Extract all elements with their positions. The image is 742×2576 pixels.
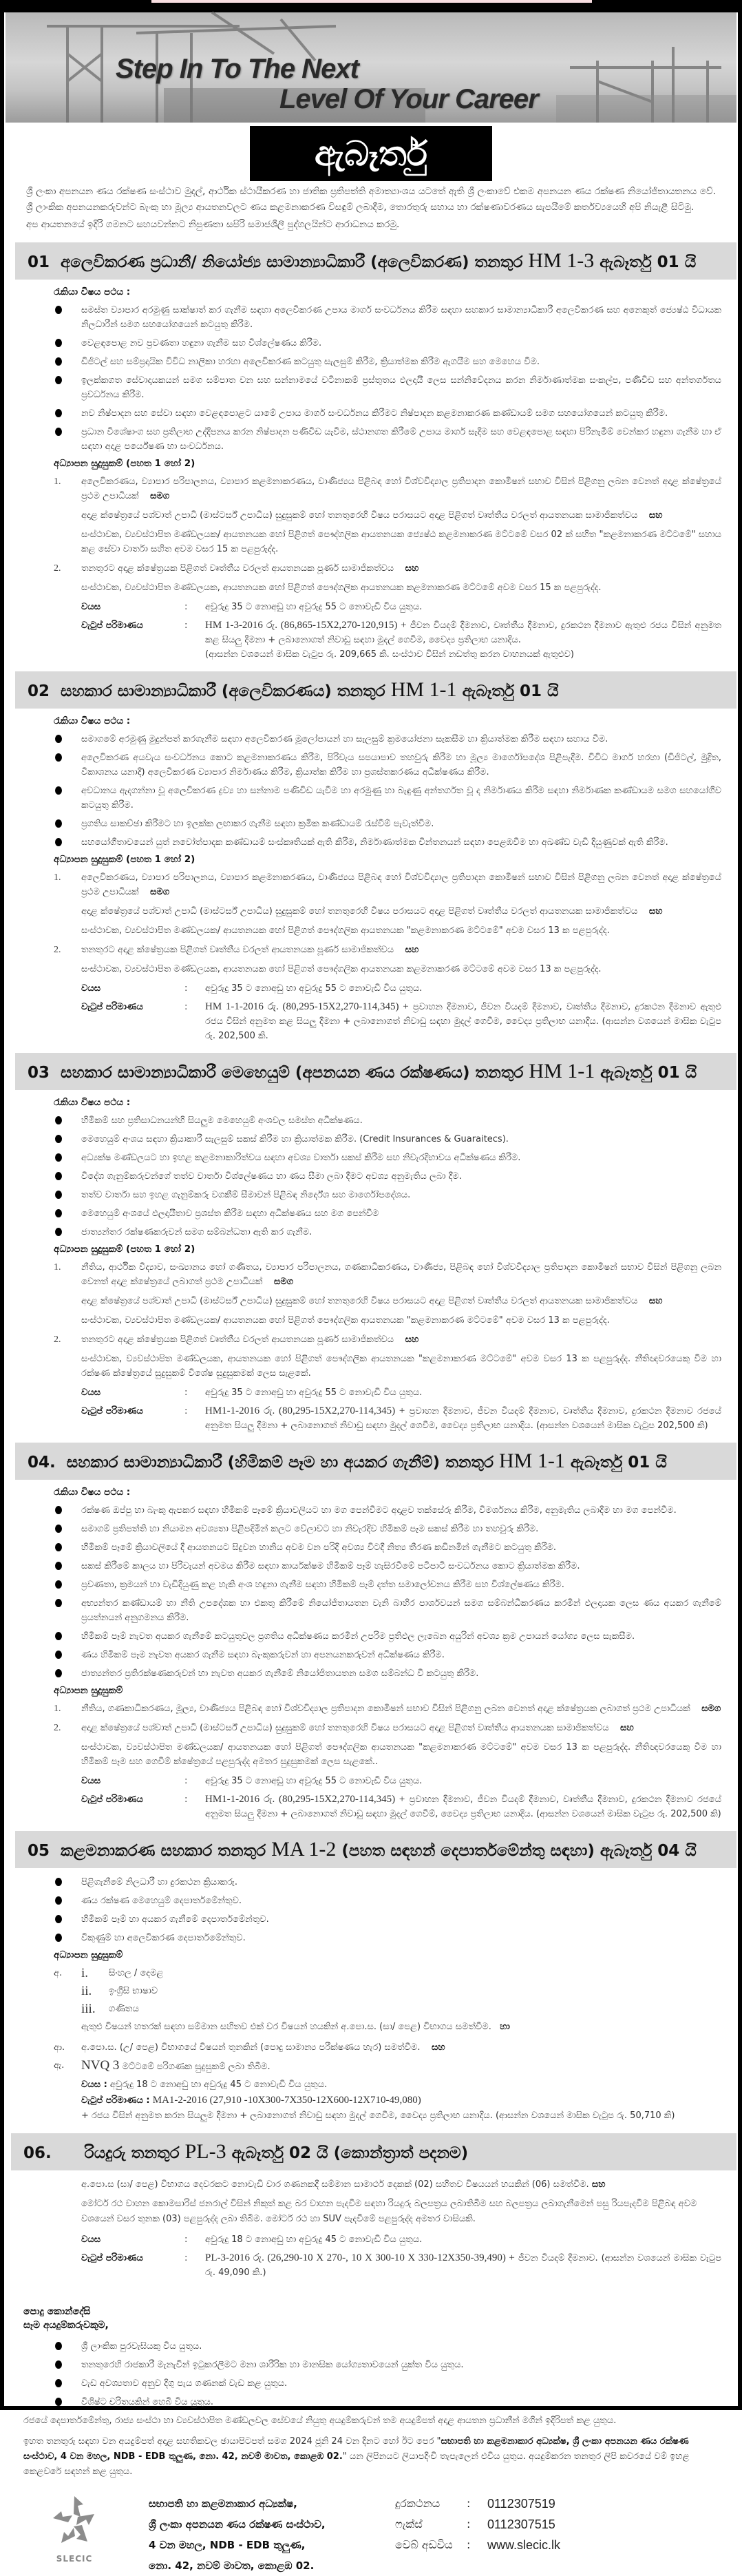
grade-code: MA 1-2 [271,1838,337,1861]
duties-heading: රැකියා විෂය පථය : [54,1487,131,1498]
condition-item: වැඩ අවශ්‍යතාව අනුව දිගු පැය ගණනක් වැඩ කළ යුතුය. [54,2376,721,2391]
bullet-icon [55,1562,62,1570]
footer [4,2480,738,2576]
duty-item: අභ්‍යන්තර කණ්ඩායම් හා නීති උපදේශක හා එකතු කිරීමේ නියෝජිතායතන වැනි බාහිර පාර්ශවයන් සමග සම්බන්ධීකරණය කරමින් ඵලදායක ලෙස ණය අයකර ගැනීමේ ප්‍රයත්නයන් අනුගමනය කිරීම. [54,1596,721,1625]
contact-row: දුරකථනය : 0112307519 [395,2493,560,2514]
bullet-icon [55,735,62,743]
condition-item: ශ්‍රී ලාංකික පුරවැසියකු විය යුතුය. [54,2339,721,2354]
duty-item: ප්‍රධාන විශේෂාංග සහ ප්‍රතිලාභ උද්දීපනය කරන නිෂ්පාදන පණිවිඩ යැවීම, ස්ථානගත කිරීමේ උපාය මාර්ග සැදීම සහ වෙළඳපොළ සඳහා පිරිනැමීම් වෙන්කර හඳුනා ගැනීම හා ඒ සඳහා අදාළ පර්යේෂණ හා සංවර්ධනය. [54,425,721,454]
intro-paragraph: ශ්‍රී ලංකා අපනයන ණය රක්ෂණ සංස්ථාව මුදල්, ආර්ථික ස්ථායීකරණ හා ජාතික ප්‍රතිපත්ති අමාත්‍යාංශය යටතේ ඇති ශ්‍රී ලංකාවේ එකම අපනයන ණය රක්ෂණ නියෝජිතායතනය වේ. ශ්‍රී ලාංකික අපනයනකරුවන්ට බැංකු හා මූල්‍ය ආයතනවලට ණය කළමනාකරණ විසඳුම් ලබාදීම, තොරතුරු සහාය හා රක්ෂණාවරණය සැපයීමේ කර්තව්‍යයෙහි අපි නියැළී සිටිමු. [26,186,716,213]
bullet-icon [55,1896,62,1905]
duty-item: අලෙවිකරණ අයවැය සංවර්ධනය කොට කළමනාකරණය කිරීම, පිරිවැය සපයාපාව තහවුරු කිරීම හා මූල්‍ය මාර්ගෝපදේශ පිළිපැදීම. විවිධ මාර්ග හරහා (ඩිජිටල්, මුද්‍රිත, විකාශනය යනාදී) අලෙවිකරණ ව්‍යාපාර නිර්මාණය කිරීම, ක්‍රියාත්ක කිරීම හා ප්‍රශස්තකරණය අධීක්ෂණය කිරීම. [54,751,721,779]
age-salary: වයස : අවුරුදු 35 ට නොඅඩු හා අවුරුදු 55 ට නොවැඩි විය යුතුය. වැටුප් පරිමාණය : HM1-1-2016 රු. (80,295-15X2,270-114,345) + ප්‍රවාහන දීමනාව, ජීවන වියදම් දීමනාව, වෘත්තීය දීමනාව, දුරකථන දීමනාව රජයේ අනුමත සියලු දීමනා + ලබානොගත් නිවාඩු සඳහා මුදල් ගෙවීම, වෛද්‍ය ප්‍රතිලාභ යනාදිය. (ආසන්න වශයෙන් මාසික වැටුප 202,500 කි) [4,1385,738,1433]
bullet-icon [55,1153,62,1162]
page-title: ඇබෑර්තු [250,126,492,181]
contact-label: වෙබ් අඩවිය [395,2538,453,2551]
education-option: 1. නීතිය, ආර්ථික විද්‍යාව, සංඛ්‍යානය හෝ ගණිතය, ව්‍යාපාර පරිපාලනය, ගණකාධිකරණය, වාණිජ්‍ය, පිළිබඳ හෝ විශ්වවිද්‍යාල ප්‍රතිපාදන කොමිෂන් සභාව විසින් පිළිගනු ලබන වෙනත් අදාළ ක්ෂේත්‍රයේ ලබාගත් ප්‍රථම උපාධියක් සමග අදාළ ක්ෂේත්‍රයේ පශ්චාත් උපාධි (මාස්ටර්ස් උපාධිය) සුදුසුකම් හෝ තනතුරෙහි විෂය පරාසයට අදාළ පිළිගත් වෘත්තීය වරලත් ආයතනයක සාමාජිකත්වය සහ සංස්ථාවක, ව්‍යවස්ථාපිත මණ්ඩලයක/ ආයතනයක හෝ පිළිගත් පෞද්ගලික ආයතනයක "කළමනාකරණ මට්ටමේ" අවම වසර 13 ක පළපුරුද්ද. [54,1262,721,1326]
department-item: විකුණුම් හා අලෙවිකරණ දෙපාර්තමේන්තුව. [54,1931,721,1945]
duty-item: සහයෝගීතාවයෙන් යුත් නවෝත්පාදක කණ්ඩායම් සංස්කෘතියක් ඇති කිරීම, නිර්මාණාත්මක චින්තනයන් සඳහා පෙළඹවීම හා අඛණ්ඩ වැඩි දියුණුවක් ඇති කිරීම. [54,835,721,850]
bullet-icon [55,357,62,366]
duty-item: ඩිජිටල් සහ සම්ප්‍රදායික විවිධ නාලිකා හරහා අලෙවිකරණ කටයුතු සැලසුම් කිරීම, ක්‍රියාත්මක කිරීම ඇගයීම සහ මෙහෙය වීම. [54,355,721,369]
vacancy-section-3 [4,1053,738,1433]
duty-item: ණය හිමිකම් පෑම නැවත අයකර ගැනීම සඳහා බැංකුකරුවන් හා අපනයනකරුවන් අධීක්ෂණය කිරීම. [54,1648,721,1662]
vacancy-count: ඇබෑර්තු 01 යි [570,1454,667,1472]
department-item: ණය රක්ෂණ මෙහෙයුම් දෙපාර්තමේන්තුව. [54,1894,721,1908]
salary-scale: HM 1-1-2016 රු. (80,295-15X2,270-114,345) + ප්‍රවාහන දීමනාව, ජීවන වියදම් දීමනාව, වෘත්තීය දීමනාව, දුරකථන දීමනාව ඇතුළු රජය විසින් අනුමත කළ සියලු දීමනා + ලබානොගත් නිවාඩු සඳහා මුදල් ගෙවීම, වෛද්‍ය ප්‍රතිලාභ යනාදිය. (ආසන්න වශයෙන් මාසික වැටුප රු. 202,500 කි. [205,1001,721,1041]
grade-code: HM 1-1 [529,1060,595,1082]
education-list [4,870,738,976]
vacancy-section-4 [4,1443,738,1821]
education-requirements: අ. i. සිංහල / දෙමළ ii. ඉංග්‍රීසි භාෂාව iii. ගණිතය ඇතුළු විෂයන් හතරක් සඳහා සම්මාන සහිතව එක් වර විෂයන් හයකින් අ.පො.ස. (සා/ පෙළ) විභාගය සමත්වීම. හා ආ. අ.පො.ස. (උ/ පෙළ) විභාගයේ විෂයන් තුනකින් (පොදු සාමාන්‍ය පරීක්ෂණය හැර) සමත්වීම. සහ ඇ. NVQ 3 මට්ටමේ පරිගණක සුදුසුකම් ලබා තිබීම. වයස : අවුරුදු 18 ට නොඅඩු හා අවුරුදු 45 ට නොවැඩි විය යුතුය. වැටුප් පරිමාණය : MA1-2-2016 (27,910 -10X300-7X350-12X600-12X710-49,080) + රජය විසින් අනුමත කරන සියලුම දීමනා + ලබානොගත් නිවාඩු සඳහා මුදල් ගෙවීම, වෛද්‍ය ප්‍රතිලාභ යනාදිය. (ආසන්න වශයෙන් මාසික වැටුප රු. 50,710 කි) [4,1966,738,2124]
age-salary: වයස : අවුරුදු 18 ට නොඅඩු හා අවුරුදු 45 ට නොවැඩි විය යුතුය. වැටුප් පරිමාණය : PL-3-2016 රු. (26,290-10 X 270-, 10 X 300-10 X 330-12X350-39,490) + ජීවන වියදම් දීමනාව. (ආසන්න වශයෙන් මාසික වැටුප රු. 49,090 කි.) [81,2234,722,2278]
grade-code: HM 1-3 [528,249,595,272]
duty-item: හිමිකම් සහ ප්‍රතිසාධනයන්හි සියලුම මෙහෙයුම් අංශවල සමස්ත අධීක්ෂණය. [54,1113,721,1128]
education-list [4,1701,738,1769]
grade-code: HM 1-1 [390,678,457,701]
bullet-icon [55,1651,62,1659]
subject-item: iii. ගණිතය [81,2002,139,2016]
section-heading: 04. සහකාර සාමාන්‍යාධිකාරී (හිමිකම් පෑම හා අයකර ගැනීම්) තනතුර HM 1-1 ඇබෑර්තු 01 යි [15,1443,736,1480]
advertisement-sheet [4,12,738,2572]
education-option: 1. නීතිය, ගණකාධිකරණය, මූල්‍ය, වාණිජ්‍යය පිළිබඳ හෝ විශ්වවිද්‍යාල ප්‍රතිපාදන කොමිෂන් සභාව විසින් පිළිගනු ලබන වෙනත් අදාළ ක්ෂේත්‍රයක ලබාගත් ප්‍රථම උපාධියක් සමග [54,1704,721,1714]
bullet-icon [55,2360,62,2369]
duties-heading: රැකියා විෂය පථය : [54,715,131,726]
salary-scale: HM1-1-2016 රු. (80,295-15X2,270-114,345) + ප්‍රවාහන දීමනාව, ජීවන වියදම් දීමනාව, වෘත්තීය දීමනාව, දුරකථන දීමනාව රජයේ අනුමත සියලු දීමනා + ලබානොගත් නිවාඩු සඳහා මුදල් ගෙවීම, වෛද්‍ය ප්‍රතිලාභ යනාදිය. (ආසන්න වශයෙන් මාසික වැටුප 202,500 කි) [205,1405,721,1431]
duty-item: හිමිකම් පෑමේ ක්‍රියාවලියේ දී ආයතනයට සිදුවන හානිය අවම වන පරිදි අවශ්‍ය විටදී නිත්‍ය තීරණ කඩිනමින් ගැනීමට කටයුතු කිරීම. [54,1540,721,1555]
age-requirement: අවුරුදු 35 ට නොඅඩු හා අවුරුදු 55 ට නොවැඩි විය යුතුය. [205,1388,423,1398]
duty-item: හිමිකම් පෑම් නැවත අයකර ගැනීමේ කටයුතුවල ප්‍රගතිය අධීක්ෂණය කරමින් උපරිම ප්‍රතිඵල ලැබෙන අයුරින් අවශ්‍ය ක්‍රම උපායන් යෝග්‍ය ලෙස සැකසීම. [54,1629,721,1644]
duty-item: ඉලක්කගත සේවාදායකයන් සමග සම්පාත වන සහ සන්නාමයේ වටිනාකම් ප්‍රස්තුතය ඵලදායී ලෙස සන්නිවේදනය කරන නිර්මාණාත්මක සංකල්ප, පණිවිඩ සහ අන්තර්ගතය ප්‍රවර්ධනය කිරීම. [54,373,721,402]
section-heading: 06. රියදුරු තනතුර PL-3 ඇබෑර්තු 02 යි (කොන්ත්‍රාත් පදනම) [11,2133,736,2170]
bullet-icon [55,1878,62,1886]
duties-list [4,732,738,850]
age-salary: වයස : අවුරුදු 35 ට නොඅඩු හා අවුරුදු 55 ට නොවැඩි විය යුතුය. වැටුප් පරිමාණය : HM1-1-2016 රු. (80,295-15X2,270-114,345) + ප්‍රවාහන දීමනාව, ජීවන වියදම් දීමනාව, වෘත්තීය දීමනාව, දුරකථන දීමනාව රජයේ අනුමත සියලු දීමනා + ලබානොගත් නිවාඩු සඳහා මුදල් ගෙවීම්, වෛද්‍ය ප්‍රතිලාභ යනාදිය. (ආසන්න වශයෙන් මාසික වැටුප රු. 202,500 කි) [4,1774,738,1821]
contact-details [395,2493,560,2555]
bullet-icon [55,1506,62,1514]
bullet-icon [55,1669,62,1677]
bullet-icon [55,786,62,795]
address-line: නො. 42, නවම් මාවත, කොළඹ 02. [149,2559,315,2572]
condition-item: විශිෂ්ට චරිතයකින් හෙබි විය යුතුය. [54,2395,721,2409]
condition-item: තනතුරෙහි රාජකාරී මැනැවින් ඉටුකරලීමට මනා ශාරීරික හා මානසික යෝග්‍යතාවයෙන් යුක්ත විය යුතුය. [54,2358,721,2372]
bullet-icon [55,753,62,762]
section-heading: 03 සහකාර සාමාන්‍යාධිකාරී මෙහෙයුම් (අපනයන ණය රක්ෂණය) තනතුර HM 1-1 ඇබෑර්තු 01 යි [15,1053,736,1090]
address-line: සභාපති හා කළමනාකාර අධ්‍යක්ෂ, [149,2498,297,2510]
section-heading: 02 සහකාර සාමාන්‍යාධිකාරී (අලෙවිකරණය) තනතුර HM 1-1 ඇබෑර්තු 01 යි [15,671,736,709]
top-strip [151,0,592,3]
slecic-logo [47,2493,102,2564]
general-conditions-list [4,2339,738,2409]
bullet-icon [55,1172,62,1180]
intro [4,181,738,233]
education-option: 2. තනතුරට අදාළ ක්ෂේත්‍රයක පිළිගත් වෘත්තීය වරලත් ආයතනයක පූර්ණ සාමාජිකත්වය සහ සංස්ථාවක, ව්‍යවස්ථාපිත මණ්ඩලයක, ආයතනයක හෝ පිළිගත් පෞද්ගලික ආයතනයක කළමනාකරණ මට්ටමේ අවම වසර 13 ක පළපුරුද්ද. [54,945,602,974]
bullet-icon [55,409,62,417]
education-heading: අධ්‍යාපන සුදුසුකම් [54,1949,123,1960]
department-item: පිළිගැනීමේ නිලධාරී හා දුරකථන ක්‍රියාකරු. [54,1875,721,1889]
education-option: 1. අලෙවිකරණය, ව්‍යාපාර පරිපාලනය, ව්‍යාපාර කළමනාකරණය, වාණිජ්‍යය පිළිබඳ හෝ විශ්වවිද්‍යාල ප්‍රතිපාදන කොමිෂන් සභාව විසින් පිළිගනු ලබන වෙනත් අදාළ ක්ෂේත්‍රයේ ප්‍රථම උපාධියක් සමග අදාළ ක්ෂේත්‍රයේ පශ්චාත් උපාධි (මාස්ටර්ස් උපාධිය) සුදුසුකම් හෝ තනතුරෙහි විෂය පරාසයට අදාළ පිළිගත් වෘත්තීය වරලත් ආයතනයක සාමාජිකත්වය සහ සංස්ථාවක, ව්‍යවස්ථාපිත මණ්ඩලයක/ ආයතනයක හෝ පිළිගත් පෞද්ගලික ආයතනයක ජ්‍යෙෂ්ඨ කළමනාකරණ මට්ටමේ වසර 02 ක් සහිත "කළමනාකරණ මට්ටමේ" සහාය කළ සේවා වාර්තා සහිත අවම වසර 15 ක පළපුරුද්ද. [54,477,721,554]
application-instructions: රජයේ දෙපාර්තමේන්තු, රාජ්‍ය සංස්ථා හා ව්‍යවස්ථාපිත මණ්ඩලවල සේවයේ නියුතු අයදුම්කරුවන් තම අයදුම්පත් අදාළ ආයතන ප්‍රධානීන් මගින් ඉදිරිපත් කළ යුතුය. ඉහත තනතුරු සඳහා වන අයදුම්පත් අදාළ සහතිකවල ඡායාපිටපත් සමග 2024 ජූනි 24 වන දිනට හෝ ඊට පෙර "සභාපති හා කළමනාකාර අධ්‍යක්ෂ, ශ්‍රී ලංකා අපනයන ණය රක්ෂණ සංස්ථාව, 4 වන මහල, NDB - EDB තුලුණ, නො. 42, නවම් මාවත, කොළඹ 02." යන ලිපිනයට ලියාපදිංචි තැපැලෙන් එවිය යුතුය. අයදුම්කරන තනතුර ලිපි කවරයේ වම් ඉහළ කෙළවරේ සඳහන් කළ යුතුය. [23,2416,690,2477]
contact-number: 0112307515 [487,2517,555,2531]
education-option: 2. අදාළ ක්ෂේත්‍රයේ පශ්චාත් උපාධි (මාස්ටර්ස් උපාධිය) සුදුසුකම් හෝ තනතුරෙහි විෂය පරාසයට අදාළ පිළිගත් වෘත්තීය ආයතනයක සාමාජිකත්වය සහ සංස්ථාවක, ව්‍යවස්ථාපිත මණ්ඩලයක/ ආයතනයක හෝ පිළිගත් පෞද්ගලික ආයතනයක "කළමනාකරණ මට්ටමේ" අවම වසර 13 ක පළපුරුද්ද. නීතිඥවරයෙකු වීම හා හිමිකම් පෑම සහ ගෙවීම් ක්ෂේත්‍රයේ පළපුරුද්ද අමතර සුදුසුකමක් ලෙස සැළකේ.. [54,1723,721,1767]
section-heading: 01 අලෙවිකරණ ප්‍රධානී/ නියෝජ්‍ය සාමාන්‍යාධිකාරී (අලෙවිකරණ) තනතුර HM 1-3 ඇබෑර්තු 01 යි [15,242,736,280]
age-requirement: අවුරුදු 35 ට නොඅඩු හා අවුරුදු 55 ට නොවැඩි විය යුතුය. [205,602,423,612]
education-option: 2. තනතුරට අදාළ ක්ෂේත්‍රයක පිළිගත් වෘත්තීය වරලත් ආයතනයක පූර්ණ සාමාජිකත්වය සහ සංස්ථාවක, ව්‍යවස්ථාපිත මණ්ඩලයක, ආයතනයක හෝ පිළිගත් පෞද්ගලික ආයතනයක කළමනාකරණ මට්ටමේ අවම වසර 15 ක පළපුරුද්ද. [54,563,602,593]
bullet-icon [55,1934,62,1942]
subject-item: ii. ඉංග්‍රීසි භාෂාව [81,1984,158,1998]
grade-code: HM 1-1 [499,1449,565,1472]
duty-item: අවධානය ඇදගන්නා වූ අලෙවිකරණ ද්‍රව්‍ය හා සන්නාම පණිවිඩ යැවීම හා අරමුණු හා බැඳුණු අන්තර්ගත වූ ද නිර්මාණය කිරීම සඳහා නිර්මාණක කණ්ඩායම සමග සහයෝගීව කටයුතු කිරීම. [54,784,721,813]
bullet-icon [55,1116,62,1124]
contact-number: 0112307519 [487,2497,555,2511]
duty-item: සමස්ත ව්‍යාපාර අරමුණු සාක්ෂාත් කර ගැනීම සඳහා අලෙවිකරණ උපාය මාර්ග සංවර්ධනය කිරීම සඳහා සහකාර සාමාන්‍යාධිකාරී අලෙවිකරණ සහ අනෙකුත් ජ්‍යෙෂ්ඨ විධායක නිලධාරීන් සමග සහයෝගයෙන් කටයුතු කිරීම. [54,303,721,332]
education-heading: අධ්‍යාපන සුදුසුකම් (පහත 1 හෝ 2) [54,1244,195,1255]
bullet-icon [55,1580,62,1589]
age-requirement: අවුරුදු 35 ට නොඅඩු හා අවුරුදු 55 ට නොවැඩි විය යුතුය. [205,1776,423,1786]
tagline-line1: Step In To The Next [116,54,359,84]
bullet-icon [55,1525,62,1533]
contact-label: ෆැක්ස් [395,2517,423,2531]
contact-label: දුරකථනය [395,2497,441,2510]
duty-item: සමාගමේ අරමුණු මුදුන්පත් කරගැනීම සඳහා අලෙවිකරණ මූලෝපායන් හා සැලසුම් ක්‍රමයෝජනා සැකසීම හා ක්‍රියාත්මක කිරීම සඳහා සහාය වීම. [54,732,721,746]
vacancy-count: ඇබෑර්තු 01 යි [600,1064,697,1082]
duty-item: තත්ව වාර්තා සහ ඉහළ ගැනුම්කරු වගකීම් සීමාවන් පිළිබඳ නිර්දේශ සහ මාර්ගෝපදේශය. [54,1188,721,1202]
bullet-icon [55,1209,62,1217]
age-salary: වයස : අවුරුදු 35 ට නොඅඩු හා අවුරුදු 55 ට නොවැඩි විය යුතුය. වැටුප් පරිමාණය : HM 1-3-2016 රු. (86,865-15X2,270-120,915) + ජීවන වියදම් දීමනාව, වෘත්තීය දීමනාව, දුරකථන දීමනාව ඇතුළු රජය විසින් අනුමත කළ සියලු දීමනා + ලබානොගත් නිවාඩු සඳහා මුදල් ගෙවීම, වෛද්‍ය ප්‍රතිලාභ යනාදිය. (ආසන්න වශයෙන් මාසික වැටුප රු. 209,665 කි. සංස්ථාව විසින් නඩත්තු කරන වාහනයක් ඇතුළුව) [4,600,738,662]
grade-code: PL-3 [184,2140,226,2163]
duty-item: ජාත්‍යන්තර ප්‍රතිරක්ෂණකරුවන් හා නැවත අයකර ගැනීමේ නියෝජිතායතන සමග සම්බන්ධ වී කටයුතු කිරීම. [54,1666,721,1681]
bullet-icon [55,376,62,384]
contact-row: ෆැක්ස් : 0112307515 [395,2514,560,2535]
bullet-icon [55,339,62,347]
department-list [4,1875,738,1945]
education-heading: අධ්‍යාපන සුදුසුකම් [54,1685,123,1696]
bullet-icon [55,1228,62,1236]
bullet-icon [55,1135,62,1143]
education-heading: අධ්‍යාපන සුදුසුකම් (පහත 1 හෝ 2) [54,458,195,469]
vacancy-count: ඇබෑර්තු 01 යි [600,253,697,271]
education-option: 2. තනතුරට අදාළ ක්ෂේත්‍රයක පිළිගත් වෘත්තීය වරලත් ආයතනයක පූර්ණ සාමාජිකත්වය සහ සංස්ථාවක, ව්‍යවස්ථාපිත මණ්ඩලයක, ආයතනයක හෝ පිළිගත් පෞද්ගලික ආයතනයක "කළමනාකරණ මට්ටමේ" අවම වසර 13 ක පළපුරුද්ද. නීතිඥවරයෙකු වීම හා රක්ෂණ ක්ෂේත්‍රයේ සුදුසුකම් විශේෂ සුදුසුකමක් ලෙස සැළකේ. [54,1334,721,1379]
vacancy-section-1 [4,242,738,662]
education-option: 1. අලෙවිකරණය, ව්‍යාපාර පරිපාලනය, ව්‍යාපාර කළමනාකරණය, වාණිජ්‍යය පිළිබඳ හෝ විශ්වවිද්‍යාල ප්‍රතිපාදන කොමිෂන් සභාව විසින් පිළිගනු ලබන වෙනත් අදාළ ක්ෂේත්‍රයේ ප්‍රථම උපාධියක් සමග අදාළ ක්ෂේත්‍රයේ පශ්චාත් උපාධි (මාස්ටර්ස් උපාධිය) සුදුසුකම් හෝ තනතුරෙහි විෂය පරාසයට අදාළ පිළිගත් වෘත්තීය වරලත් ආයතනයක සාමාජිකත්වය සහ සංස්ථාවක, ව්‍යවස්ථාපිත මණ්ඩලයක/ ආයතනයක හෝ පිළිගත් පෞද්ගලික ආයතනයක "කළමනාකරණ මට්ටමේ" අවම වසර 13 ක පළපුරුද්ද. [54,872,721,936]
bullet-icon [55,1632,62,1640]
vacancy-count: ඇබෑර්තු 01 යි [462,682,559,700]
bullet-icon [55,819,62,828]
duty-item: සමාගම් ප්‍රතිපත්ති හා නියාමන අවශ්‍යතා පිළිපදිමින් කලට වේලාවට හා නිවැරදිව හිමිකම් පෑම සකස් කිරීම හා තහවුරු කිරීම. [54,1522,721,1536]
duty-item: වෙළඳපොළ නව ප්‍රවණතා හඳුනා ගැනීම සහ විශ්ලේෂණය කිරීම. [54,336,721,350]
bullet-icon [55,1599,62,1607]
general-conditions-heading: පොදු කොන්දේසි සෑම අයදුම්කරුවකුම, [23,2306,109,2331]
education-list [4,474,738,595]
bullet-icon [55,2342,62,2350]
duty-item: ප්‍රගතිය සාකච්ඡා කිරීමට හා ඉලක්ක ලඟාකර ගැනීම සඳහා ක්‍රමික කණ්ඩායම් රැස්වීම් පැවැත්වීම. [54,817,721,831]
section-heading: 05 කළමනාකරණ සහකාර තනතුර MA 1-2 (පහත සඳහන් දෙපාර්තමේන්තු සඳහා) ඇබෑර්තු 04 යි [15,1831,736,1868]
age-requirement: අවුරුදු 35 ට නොඅඩු හා අවුරුදු 55 ට නොවැඩි විය යුතුය. [205,983,423,994]
bullet-icon [55,1915,62,1923]
duty-item: විදේශ ගැනුම්කරුවන්ගේ තත්ව වාර්තා විශ්ලේෂණය හා ණය සීමා ලබා දීමට අවශ්‍ය අනුමැතිය ලබා දීම. [54,1169,721,1184]
bullet-icon [55,1191,62,1199]
header-banner [6,12,736,123]
education-heading: අධ්‍යාපන සුදුසුකම් (පහත 1 හෝ 2) [54,854,195,865]
salary-scale: HM 1-3-2016 රු. (86,865-15X2,270-120,915) + ජීවන වියදම් දීමනාව, වෘත්තීය දීමනාව, දුරකථන දීමනාව ඇතුළු රජය විසින් අනුමත කළ සියලු දීමනා + ලබානොගත් නිවාඩු සඳහා මුදල් ගෙවීම, වෛද්‍ය ප්‍රතිලාභ යනාදිය. (ආසන්න වශයෙන් මාසික වැටුප රු. 209,665 කි. සංස්ථාව විසින් නඩත්තු කරන වාහනයක් ඇතුළුව) [205,620,721,660]
duty-item: ප්‍රවණතා, ක්‍රමයන් හා වැඩිදියුණු කළ හැකි අංශ හඳුනා ගැනීම සඳහා හිමිකම් පෑම් දත්ත සමාලෝචනය කිරීම සහ විශ්ලේෂණය කිරීම. [54,1578,721,1592]
salary-scale: HM1-1-2016 රු. (80,295-15X2,270-114,345) + ප්‍රවාහන දීමනාව, ජීවන වියදම් දීමනාව, වෘත්තීය දීමනාව, දුරකථන දීමනාව රජයේ අනුමත සියලු දීමනා + ලබානොගත් නිවාඩු සඳහා මුදල් ගෙවීම්, වෛද්‍ය ප්‍රතිලාභ යනාදිය. (ආසන්න වශයෙන් මාසික වැටුප රු. 202,500 කි) [205,1794,721,1819]
duty-item: මෙහෙයුම් අංශයේ ඵලදායීතාව ප්‍රශස්ත කිරීම සඳහා අධීක්ෂණය සහ මග පෙන්වීම [54,1206,721,1221]
vacancy-sections [4,242,738,1821]
slecic-logo-icon [50,2493,98,2548]
bullet-icon [55,428,62,436]
duties-heading: රැකියා විෂය පථය : [54,286,131,297]
vacancy-section-05 [4,1831,738,2124]
age-salary: වයස : අවුරුදු 35 ට නොඅඩු හා අවුරුදු 55 ට නොවැඩි විය යුතුය. වැටුප් පරිමාණය : HM 1-1-2016 රු. (80,295-15X2,270-114,345) + ප්‍රවාහන දීමනාව, ජීවන වියදම් දීමනාව, වෘත්තීය දීමනාව, දුරකථන දීමනාව ඇතුළු රජය විසින් අනුමත කළ සියලු දීමනා + ලබානොගත් නිවාඩු සඳහා මුදල් ගෙවීම, වෛද්‍ය ප්‍රතිලාභ යනාදිය. (ආසන්න වශයෙන් මාසික වැටුප රු. 202,500 කි. [4,981,738,1043]
address-line: ශ්‍රී ලංකා අපනයන ණය රක්ෂණ සංස්ථාව, [149,2518,326,2531]
duty-item: මෙහෙයුම් අංශය සඳහා ක්‍රියාකාරී සැලසුම් සකස් කිරීම හා ක්‍රියාත්මක කිරීම. (Credit Insurances & Guaraitecs). [54,1132,721,1146]
bullet-icon [55,1543,62,1551]
bullet-icon [55,2379,62,2387]
subject-item: අ. i. සිංහල / දෙමළ [54,1966,164,1980]
department-item: හිමිකම් පෑම් හා අයකර ගැනීමේ දෙපාර්තමේන්තුව. [54,1912,721,1927]
bullet-icon [55,838,62,846]
duties-list [4,1113,738,1239]
intro-invitation: අප ආයතනයේ ඉදිරි ගමනට සහයවන්නට නිපුණතා සපිරි සමාජශීලී පුද්ගලයින්ට ආරාධනය කරමු. [26,219,400,230]
duty-item: සකස් කිරීමේ කාලය හා පිරිවැයන් අවමය කිරීම සඳහා කාර්යක්ෂම හිමිකම් පෑම් හැසිරවීමේ පටිපාටි සංවර්ධනය කොට ක්‍රියාත්මක කිරීම. [54,1559,721,1573]
duty-item: නව නිෂ්පාදන සහ සේවා සඳහා වෙළඳපොළට යාමේ උපාය මාර්ග සංවර්ධනය කිරීමට නිෂ්පාදන කළමනාකරණ කණ්ඩායම් සමග සහයෝගයෙන් කටයුතු කිරීම. [54,406,721,421]
duties-heading: රැකියා විෂය පථය : [54,1097,131,1108]
postal-address [149,2493,355,2576]
vacancy-section-06: 06. රියදුරු තනතුර PL-3 ඇබෑර්තු 02 යි (කොන්ත්‍රාත් පදනම) අ.පො.ස (සා/ පෙළ) විභාගය දෙවරකට නොවැඩි වාර ගණනකදී සම්මාන සාමාර්ථ දෙකක් (02) සහිතව විෂයයන් හයකින් (06) සමත්වීම. සහ මෝටර් රථ වාහන කොමසාරිස් ජනරාල් විසින් නිකුත් කළ බර වාහන පැදවීම සඳහා රියදුරු බලපත්‍රය ලබාතිබීම සහ බලපත්‍රය ලබාගැනීමෙන් පසු රියපැදවීම පිළිබඳ අවම වශයෙන් වසර තුනක (03) පළපුරුද්ද ලබා තිබීම. මෝටර් රථ හා SUV පැදවීමේ පළපුරුද්ද අමතර වාසියකි. වයස : අවුරුදු 18 ට නොඅඩු හා අවුරුදු 45 ට නොවැඩි විය යුතුය. වැටුප් පරිමාණය : PL-3-2016 රු. (26,290-10 X 270-, 10 X 300-10 X 330-12X350-39,490) + ජීවන වියදම් දීමනාව. (ආසන්න වශයෙන් මාසික වැටුප රු. 49,090 කි.) [4,2133,738,2280]
address-line: 4 වන මහල, NDB - EDB තුලුණ, [149,2539,306,2551]
duties-list [4,1503,738,1681]
logo-caption: SLECIC [56,2554,93,2564]
duty-item: අධ්‍යක්ෂ මණ්ඩලයට හා ඉහළ කළමනාකාරිත්වය සඳහා අවශ්‍ය වාර්තා සකස් කිරීම සහ නිවැරදිභාවය අධීක්ෂණය කිරීම. [54,1151,721,1165]
bullet-icon [55,306,62,314]
duties-list [4,303,738,454]
contact-row: වෙබ් අඩවිය : www.slecic.lk [395,2535,560,2555]
bullet-icon [55,2398,62,2406]
duty-item: රක්ෂණ ඔප්පු හා බැංකු ඇපකර සඳහා හිමිකම් පෑමේ ක්‍රියාවලියට හා මග පෙන්වීමට අදාළව තක්සේරු කිරීම, විමර්ශනය කිරීම, අනුමැතිය ලබාදීම හා මග පෙන්වීම. [54,1503,721,1518]
education-list [4,1260,738,1381]
vacancy-section-2 [4,671,738,1043]
duty-item: ජාත්‍යන්තර රක්ෂණකරුවන් සමග සම්බන්ධතා ඇති කර ගැනීම. [54,1225,721,1239]
website-link[interactable]: www.slecic.lk [487,2538,561,2552]
tagline-line2: Level Of Your Career [279,84,538,114]
